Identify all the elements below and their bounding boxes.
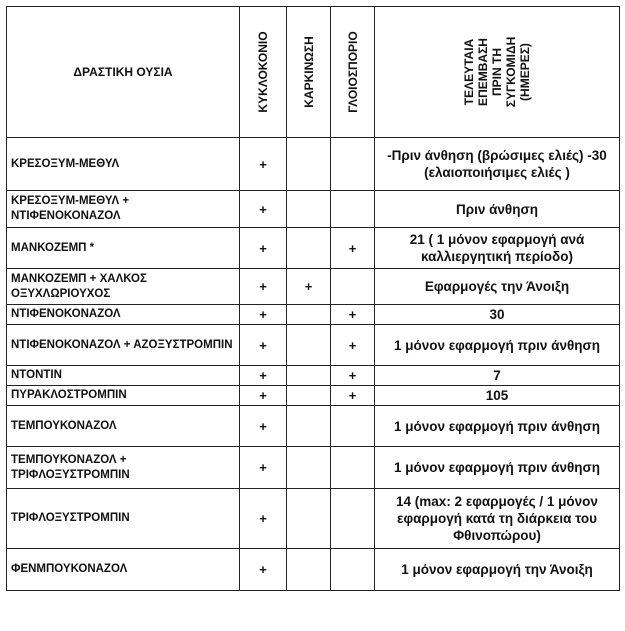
phi-cell: 7 — [375, 366, 620, 386]
kark-cell — [287, 138, 331, 191]
phi-cell: 1 μόνον εφαρμογή πριν άνθηση — [375, 406, 620, 447]
table-body — [7, 138, 620, 591]
kykl-cell: + — [240, 191, 287, 228]
phi-cell: 1 μόνον εφαρμογή την Άνοιξη — [375, 549, 620, 591]
kykl-cell: + — [240, 366, 287, 386]
header-phi — [375, 7, 620, 138]
substance-cell: ΤΕΜΠΟΥΚΟΝΑΖΟΛ — [7, 406, 240, 447]
kark-cell — [287, 549, 331, 591]
substance-cell: ΝΤΟΝΤΙΝ — [7, 366, 240, 386]
phi-cell: 1 μόνον εφαρμογή πριν άνθηση — [375, 325, 620, 366]
gloio-cell: + — [331, 228, 375, 269]
phi-cell: -Πριν άνθηση (βρώσιμες ελιές) -30 (ελαιοποιήσιμες ελιές ) — [375, 138, 620, 191]
gloio-cell — [331, 191, 375, 228]
gloio-cell — [331, 447, 375, 489]
gloio-cell: + — [331, 305, 375, 325]
gloio-cell — [331, 549, 375, 591]
kark-cell — [287, 406, 331, 447]
kykl-cell: + — [240, 406, 287, 447]
substance-cell: ΜΑΝΚΟΖΕΜΠ * — [7, 228, 240, 269]
kark-cell — [287, 386, 331, 406]
kykl-cell: + — [240, 386, 287, 406]
kykl-cell: + — [240, 489, 287, 549]
gloio-cell: + — [331, 325, 375, 366]
kark-cell: + — [287, 269, 331, 305]
table-row — [7, 406, 620, 447]
phi-cell: 30 — [375, 305, 620, 325]
gloio-cell: + — [331, 366, 375, 386]
kykl-cell: + — [240, 549, 287, 591]
header-kykl-label: ΚΥΚΛΟΚΟΝΙΟ — [256, 31, 270, 113]
kark-cell — [287, 447, 331, 489]
gloio-cell — [331, 489, 375, 549]
gloio-cell — [331, 406, 375, 447]
gloio-cell — [331, 138, 375, 191]
table-row — [7, 305, 620, 325]
phi-cell: 21 ( 1 μόνον εφαρμογή ανά καλλιεργητική περίοδο) — [375, 228, 620, 269]
table-row — [7, 138, 620, 191]
kark-cell — [287, 489, 331, 549]
phi-cell: Εφαρμογές την Άνοιξη — [375, 269, 620, 305]
header-kark — [287, 7, 331, 138]
kark-cell — [287, 305, 331, 325]
kykl-cell: + — [240, 447, 287, 489]
header-gloio-label: ΓΛΟΙΟΣΠΟΡΙΟ — [345, 31, 360, 113]
table-row — [7, 366, 620, 386]
substance-cell: ΚΡΕΣΟΞΥΜ-ΜΕΘΥΛ — [7, 138, 240, 191]
header-kark-label: ΚΑΡΚΙΝΩΣΗ — [301, 36, 316, 108]
kykl-cell: + — [240, 228, 287, 269]
phi-cell: Πριν άνθηση — [375, 191, 620, 228]
header-substance: ΔΡΑΣΤΙΚΗ ΟΥΣΙΑ — [7, 7, 240, 138]
substance-cell: ΠΥΡΑΚΛΟΣΤΡΟΜΠΙΝ — [7, 386, 240, 406]
substance-cell: ΝΤΙΦΕΝΟΚΟΝΑΖΟΛ + ΑΖΟΞΥΣΤΡΟΜΠΙΝ — [7, 325, 240, 366]
kark-cell — [287, 228, 331, 269]
table-row — [7, 228, 620, 269]
gloio-cell: + — [331, 386, 375, 406]
table-row — [7, 489, 620, 549]
kark-cell — [287, 366, 331, 386]
kykl-cell: + — [240, 325, 287, 366]
table-row — [7, 269, 620, 305]
phi-cell: 105 — [375, 386, 620, 406]
kykl-cell: + — [240, 138, 287, 191]
kykl-cell: + — [240, 269, 287, 305]
table-row — [7, 386, 620, 406]
kykl-cell: + — [240, 305, 287, 325]
table-row — [7, 325, 620, 366]
substance-cell: ΜΑΝΚΟΖΕΜΠ + ΧΑΛΚΟΣ ΟΞΥΧΛΩΡΙΟΥΧΟΣ — [7, 269, 240, 305]
pesticide-table — [6, 6, 620, 591]
table-row — [7, 447, 620, 489]
substance-cell: ΤΡΙΦΛΟΞΥΣΤΡΟΜΠΙΝ — [7, 489, 240, 549]
substance-cell: ΚΡΕΣΟΞΥΜ-ΜΕΘΥΛ + ΝΤΙΦΕΝΟΚΟΝΑΖΟΛ — [7, 191, 240, 228]
header-phi-label: ΤΕΛΕΥΤΑΙΑ ΕΠΕΜΒΑΣΗ ΠΡΙΝ ΤΗ ΣΥΓΚΟΜΙΔΗ (ΗΜΕΡΕΣ) — [462, 36, 532, 108]
phi-cell: 14 (max: 2 εφαρμογές / 1 μόνον εφαρμογή κατά τη διάρκεια του Φθινοπώρου) — [375, 489, 620, 549]
gloio-cell — [331, 269, 375, 305]
header-row — [7, 7, 620, 138]
kark-cell — [287, 325, 331, 366]
substance-cell: ΤΕΜΠΟΥΚΟΝΑΖΟΛ + ΤΡΙΦΛΟΞΥΣΤΡΟΜΠΙΝ — [7, 447, 240, 489]
phi-cell: 1 μόνον εφαρμογή πριν άνθηση — [375, 447, 620, 489]
substance-cell: ΝΤΙΦΕΝΟΚΟΝΑΖΟΛ — [7, 305, 240, 325]
kark-cell — [287, 191, 331, 228]
substance-cell: ΦΕΝΜΠΟΥΚΟΝΑΖΟΛ — [7, 549, 240, 591]
table-row — [7, 549, 620, 591]
header-gloio — [331, 7, 375, 138]
header-kykl — [240, 7, 287, 138]
table-row — [7, 191, 620, 228]
